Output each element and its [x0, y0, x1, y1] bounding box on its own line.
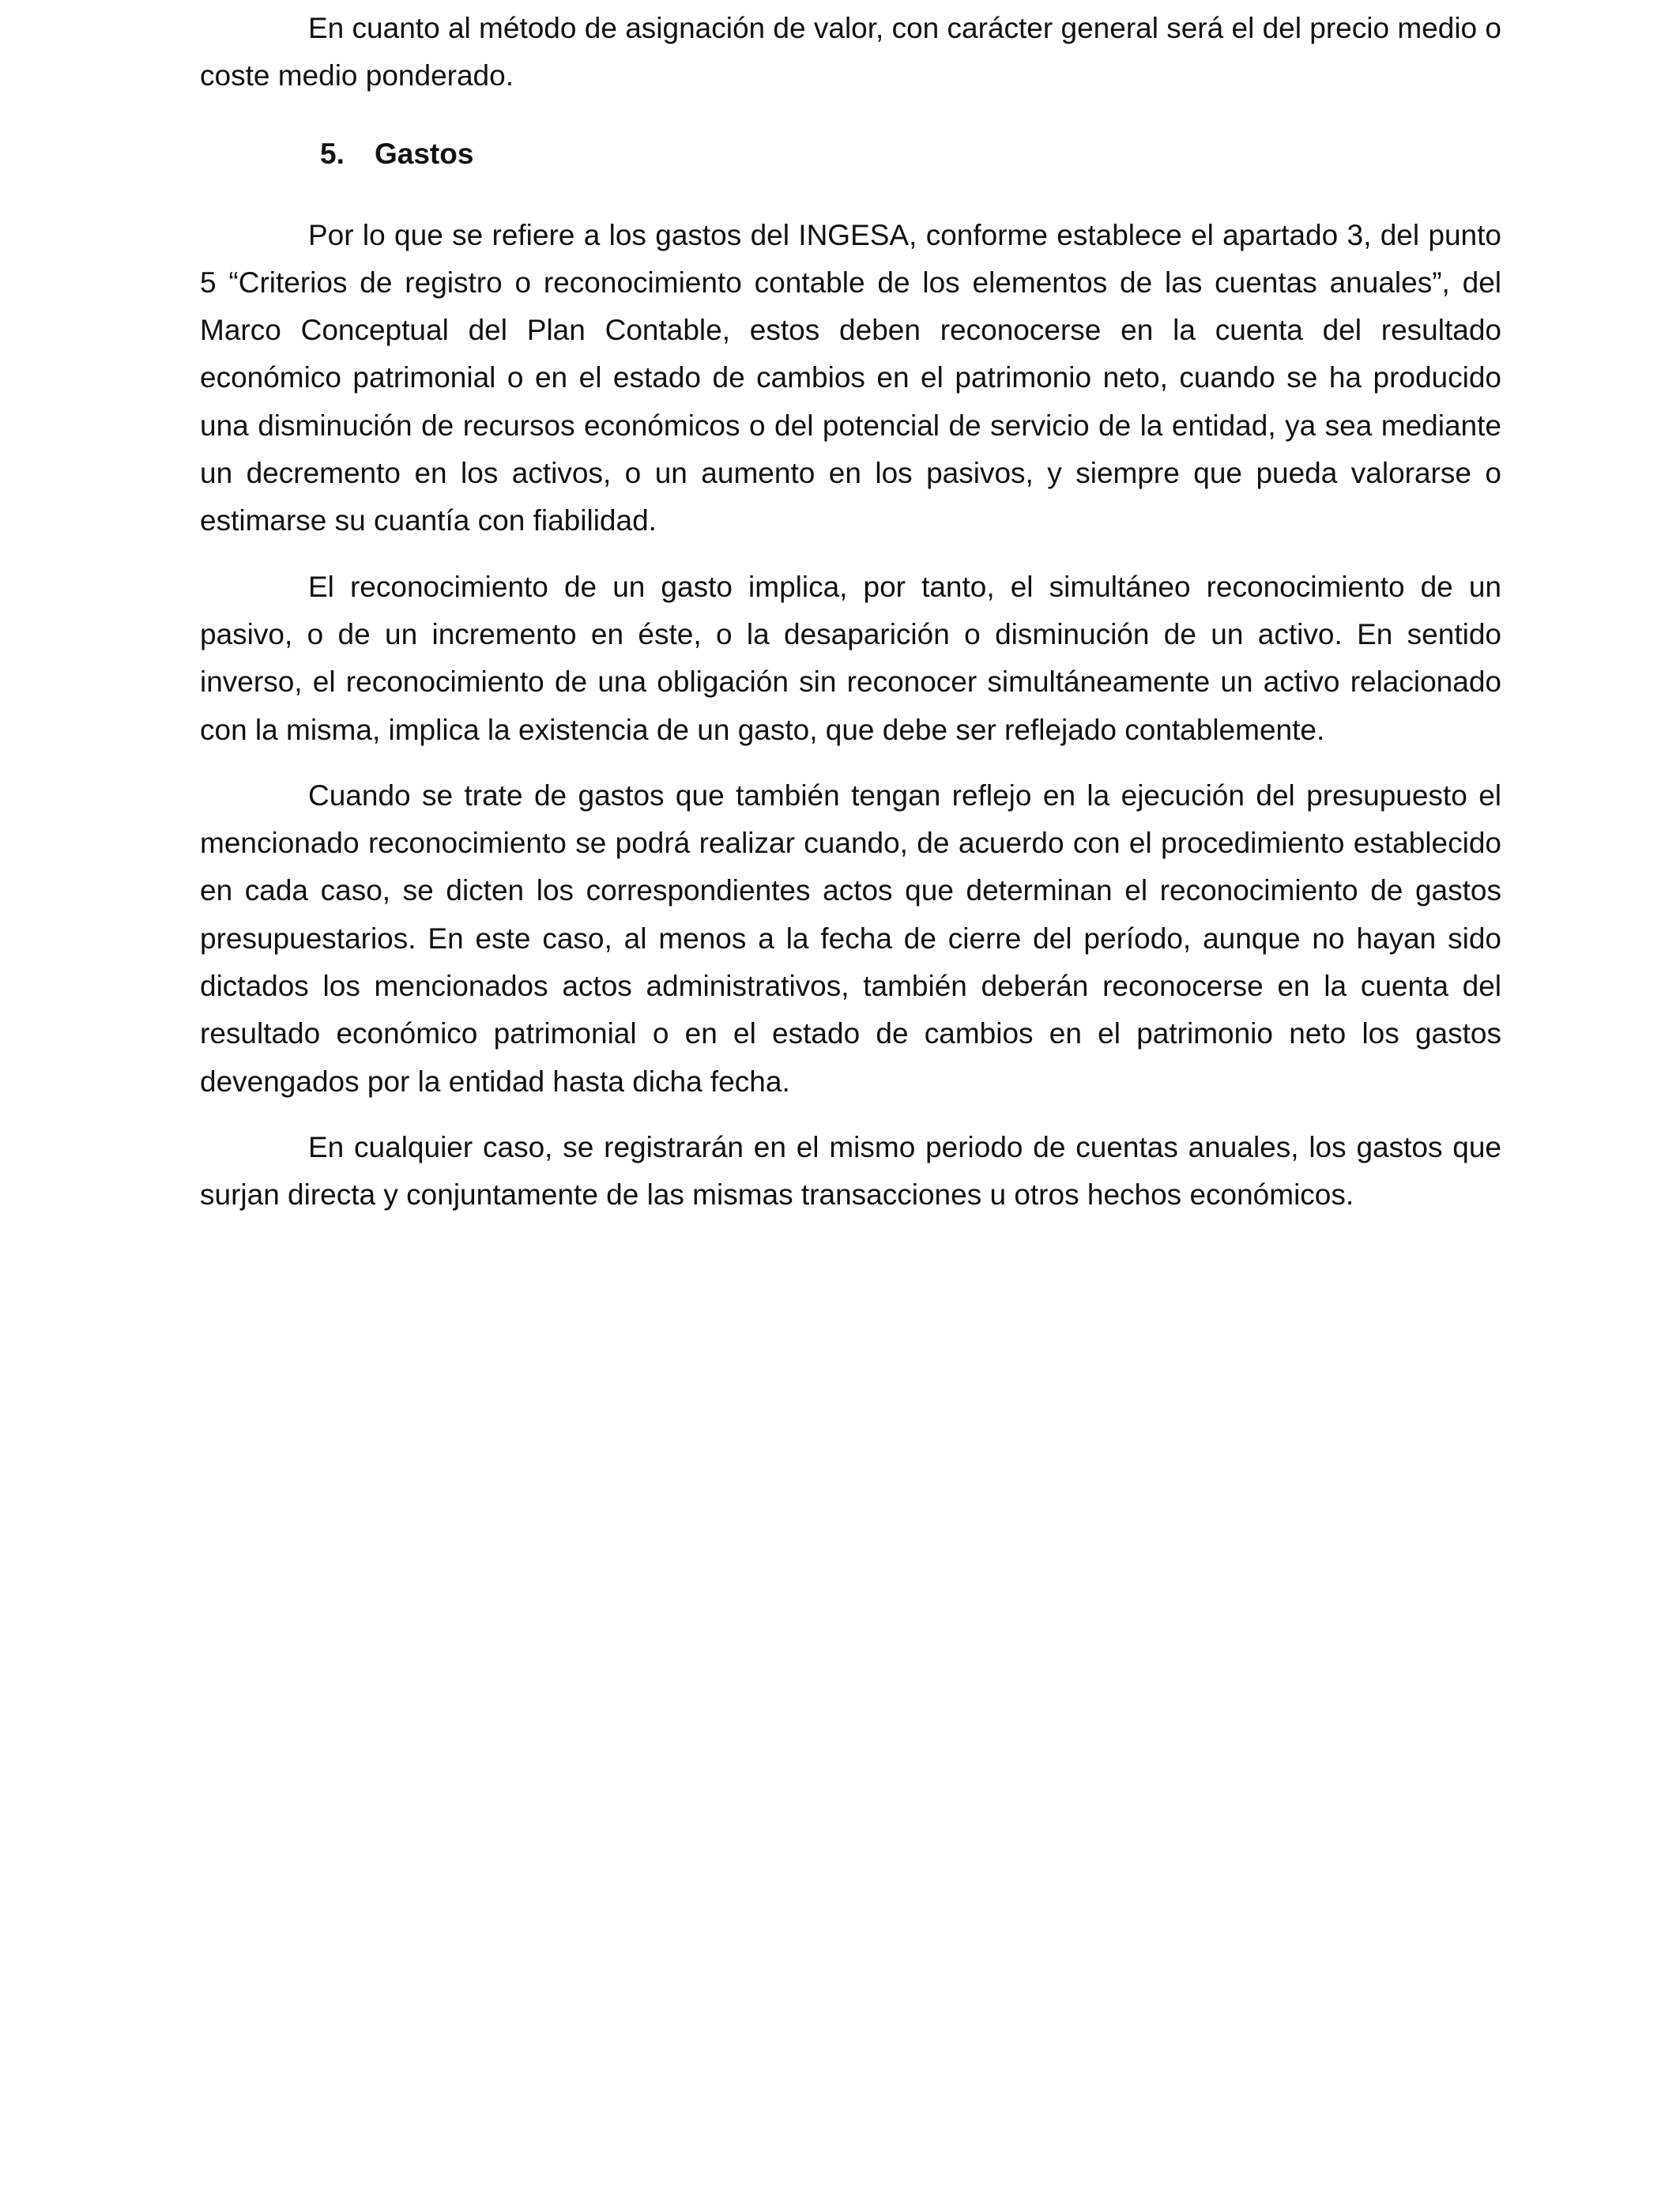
- paragraph-periodo-cuentas: En cualquier caso, se registrarán en el mismo periodo de cuentas anuales, los gastos que surjan directa y conjuntamente de las mismas transacciones u otros hechos económicos.: [200, 1130, 1501, 1212]
- intro-paragraph: En cuanto al método de asignación de valor, con carácter general será el del precio medio o coste medio ponderado.: [200, 12, 1501, 92]
- paragraph-reconocimiento-gasto: El reconocimiento de un gasto implica, por tanto, el simultáneo reconocimiento de un pasivo, o de un incremento en éste, o la desaparición o disminución de un activo. En sentido inverso, el reconocimiento de una obligación sin reconocer simultáneamente un activo relacionado con la misma, implica la existencia de un gasto, que debe ser reflejado contablemente.: [200, 570, 1501, 746]
- document-page: [200, 0, 1501, 1220]
- section-number: 5.: [320, 137, 345, 170]
- paragraph-gastos-presupuestarios: Cuando se trate de gastos que también tengan reflejo en la ejecución del presupuesto el mencionado reconocimiento se podrá realizar cuando, de acuerdo con el procedimiento establecido en cada caso, se dicten los correspondientes actos que determinan el reconocimiento de gastos presupuestarios. En este caso, al menos a la fecha de cierre del período, aunque no hayan sido dictados los mencionados actos administrativos, también deberán reconocerse en la cuenta del resultado económico patrimonial o en el estado de cambios en el patrimonio neto los gastos devengados por la entidad hasta dicha fecha.: [200, 778, 1501, 1098]
- section-title: Gastos: [375, 137, 474, 170]
- paragraph-gastos-definicion: Por lo que se refiere a los gastos del INGESA, conforme establece el apartado 3, del punto 5 “Criterios de registro o reconocimiento contable de los elementos de las cuentas anuales”, del Marco Conceptual del Plan Contable, estos deben reconocerse en la cuenta del resultado económico patrimonial o en el estado de cambios en el patrimonio neto, cuando se ha producido una disminución de recursos económicos o del potencial de servicio de la entidad, ya sea mediante un decremento en los activos, o un aumento en los pasivos, y siempre que pueda valorarse o estimarse su cuantía con fiabilidad.: [200, 218, 1501, 537]
- section-heading: [320, 130, 1501, 178]
